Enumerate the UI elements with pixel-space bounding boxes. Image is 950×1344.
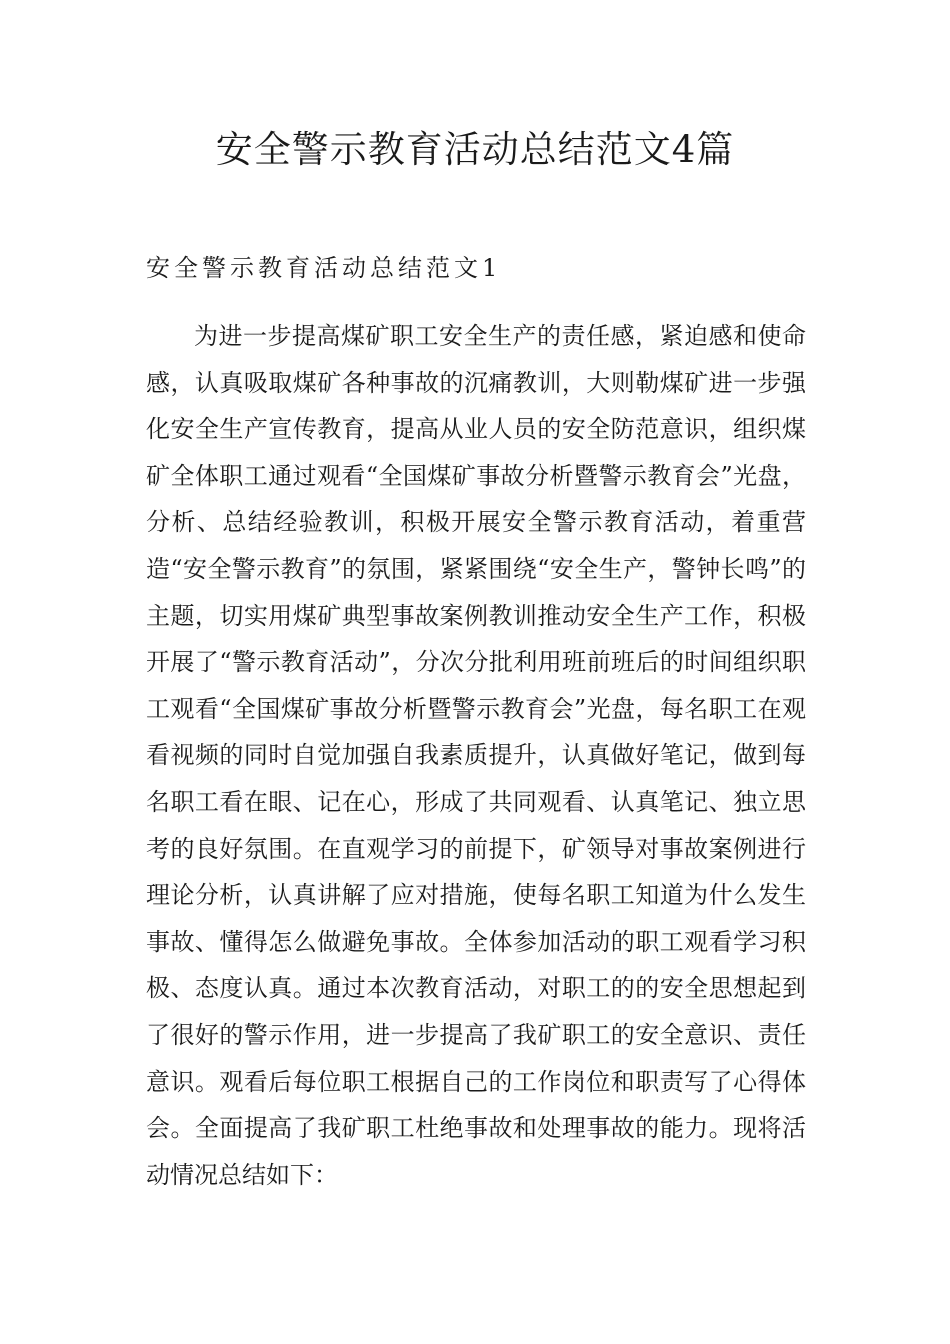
document-title: 安全警示教育活动总结范文4篇 (215, 128, 735, 171)
section-heading: 安全警示教育活动总结范文1 (146, 254, 502, 282)
body-paragraph: 为进一步提高煤矿职工安全生产的责任感，紧迫感和使命感，认真吸取煤矿各种事故的沉痛教训，大则勒煤矿进一步强化安全生产宣传教育，提高从业人员的安全防范意识，组织煤矿全体职工通过观看“全国煤矿事故分析暨警示教育会”光盘，分析、总结经验教训，积极开展安全警示教育活动，着重营造“安全警示教育”的氛围，紧紧围绕“安全生产，警钟长鸣”的主题，切实用煤矿典型事故案例教训推动安全生产工作，积极开展了“警示教育活动”，分次分批利用班前班后的时间组织职工观看“全国煤矿事故分析暨警示教育会”光盘，每名职工在观看视频的同时自觉加强自我素质提升，认真做好笔记，做到每名职工看在眼、记在心，形成了共同观看、认真笔记、独立思考的良好氛围。在直观学习的前提下，矿领导对事故案例进行理论分析，认真讲解了应对措施，使每名职工知道为什么发生事故、懂得怎么做避免事故。全体参加活动的职工观看学习积极、态度认真。通过本次教育活动，对职工的的安全思想起到了很好的警示作用，进一步提高了我矿职工的安全意识、责任意识。观看后每位职工根据自己的工作岗位和职责写了心得体会。全面提高了我矿职工杜绝事故和处理事故的能力。现将活动情况总结如下： (146, 322, 806, 1189)
